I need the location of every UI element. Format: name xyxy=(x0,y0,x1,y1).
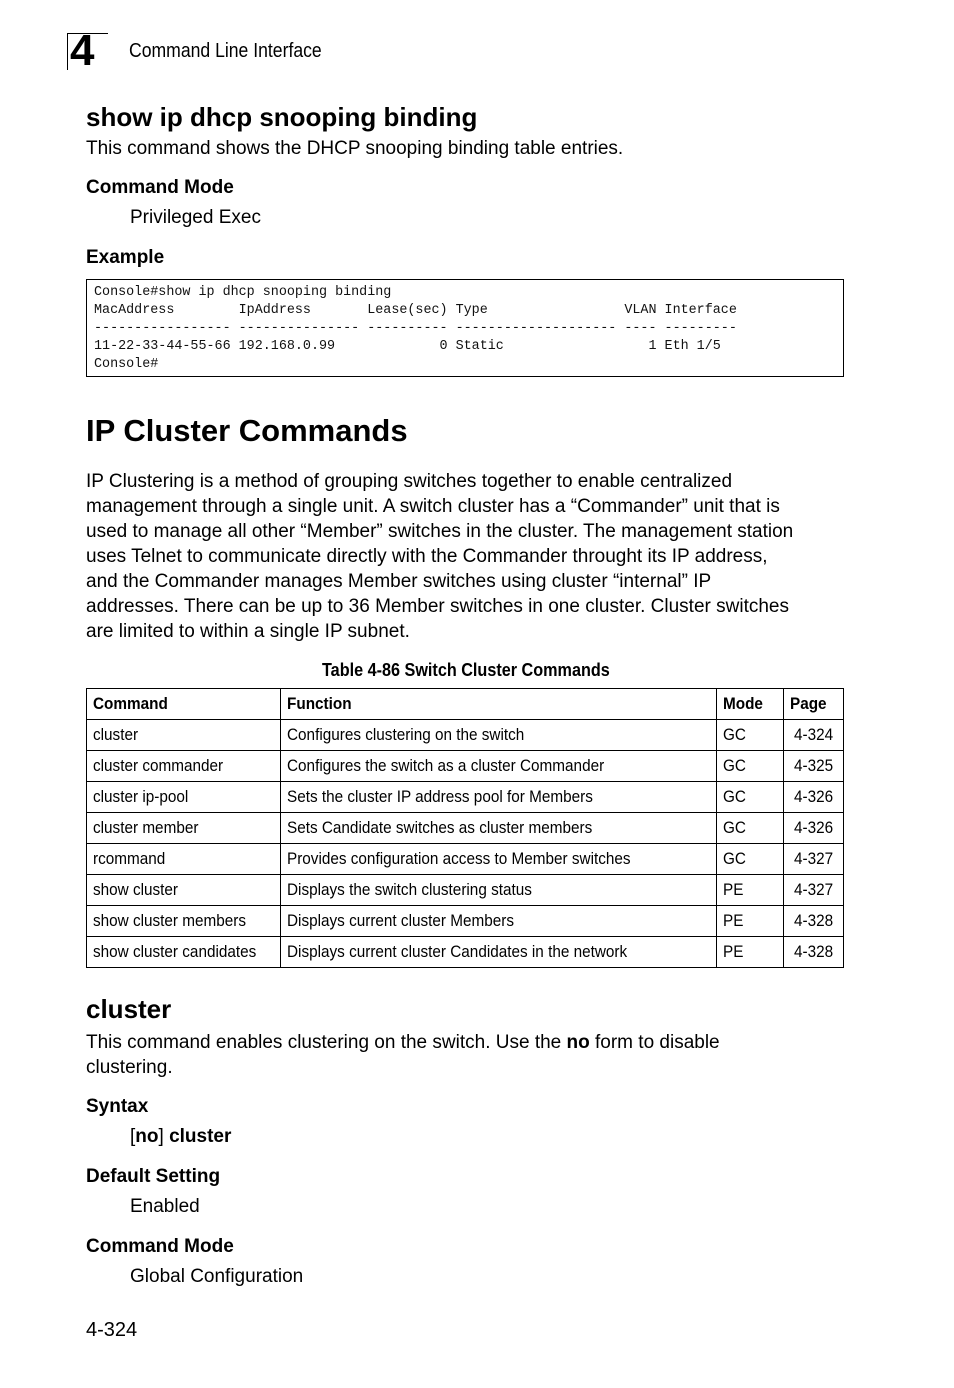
table-caption xyxy=(0,658,932,682)
syntax-bracket: [ xyxy=(130,1126,136,1147)
cell-command xyxy=(87,937,281,968)
syntax-bracket: ] xyxy=(158,1126,170,1147)
cell-page-text: 4-326 xyxy=(793,818,833,837)
cell-mode-text: GC xyxy=(723,818,747,837)
command-mode-value: Privileged Exec xyxy=(130,207,261,228)
table-row xyxy=(87,751,844,782)
cell-page xyxy=(783,720,843,751)
console-line: Console# xyxy=(94,357,159,372)
cluster-command-mode-value: Global Configuration xyxy=(130,1266,304,1287)
header-command xyxy=(87,689,281,720)
table-header-row xyxy=(87,689,844,720)
console-line: 11-22-33-44-55-66 192.168.0.99 0 Static 1 Eth 1/5 xyxy=(94,339,721,354)
chapter-number: 4 xyxy=(70,26,94,75)
table-row xyxy=(87,720,844,751)
running-title: Command Line Interface xyxy=(129,40,322,62)
cell-page xyxy=(783,906,843,937)
intro-line: management through a single unit. A switch cluster has a “Commander” unit that is xyxy=(86,496,780,517)
ip-cluster-intro xyxy=(86,469,793,644)
cell-mode xyxy=(717,906,784,937)
cell-page-text: 4-327 xyxy=(793,849,833,868)
section-title-ip-cluster: IP Cluster Commands xyxy=(86,413,408,448)
cell-page xyxy=(783,751,843,782)
cell-function xyxy=(281,875,717,906)
console-line: Console#show ip dhcp snooping binding xyxy=(94,285,392,300)
cell-mode xyxy=(717,751,784,782)
cluster-description-line1 xyxy=(86,1030,720,1055)
desc-keyword-no: no xyxy=(566,1032,590,1053)
console-line: MacAddress IpAddress Lease(sec) Type VLAN Interface xyxy=(94,303,737,318)
cluster-commands-table xyxy=(86,688,844,968)
default-setting-label: Default Setting xyxy=(86,1166,221,1187)
cell-function-text: Displays the switch clustering status xyxy=(287,880,533,899)
cell-page xyxy=(783,782,843,813)
cell-function xyxy=(281,813,717,844)
cell-command-text: show cluster members xyxy=(93,911,247,930)
intro-line: used to manage all other “Member” switches in the cluster. The management station xyxy=(86,521,794,542)
cell-command xyxy=(87,720,281,751)
cell-mode xyxy=(717,844,784,875)
console-example-box xyxy=(86,279,844,377)
table-row xyxy=(87,813,844,844)
intro-line: and the Commander manages Member switches using cluster “internal” IP xyxy=(86,571,712,592)
header-function-text: Function xyxy=(287,694,353,713)
syntax-value xyxy=(130,1125,231,1149)
cell-function xyxy=(281,906,717,937)
cell-function xyxy=(281,844,717,875)
cell-mode xyxy=(717,813,784,844)
cell-command-text: cluster member xyxy=(93,818,199,837)
cell-page xyxy=(783,937,843,968)
cell-function-text: Provides configuration access to Member switches xyxy=(287,849,631,868)
cell-mode xyxy=(717,937,784,968)
cell-function xyxy=(281,782,717,813)
cell-command-text: rcommand xyxy=(93,849,166,868)
cell-command-text: cluster xyxy=(93,725,139,744)
table-row xyxy=(87,937,844,968)
cell-command xyxy=(87,875,281,906)
cell-page-text: 4-328 xyxy=(793,942,833,961)
cell-page-text: 4-325 xyxy=(793,756,833,775)
cell-mode xyxy=(717,782,784,813)
cell-page xyxy=(783,875,843,906)
console-line: ----------------- --------------- ---------- -------------------- ---- --------- xyxy=(94,321,737,336)
section-title-snooping-binding: show ip dhcp snooping binding xyxy=(86,102,478,132)
header-mode-text: Mode xyxy=(723,694,764,713)
cluster-description-line2: clustering. xyxy=(86,1057,173,1078)
intro-line: uses Telnet to communicate directly with the Commander throught its IP address, xyxy=(86,546,768,567)
desc-text: form to disable xyxy=(589,1032,720,1053)
cell-function xyxy=(281,937,717,968)
table-caption-text: Table 4-86 Switch Cluster Commands xyxy=(322,660,610,680)
cell-command-text: show cluster xyxy=(93,880,179,899)
header-page-text: Page xyxy=(789,694,827,713)
cell-mode-text: GC xyxy=(723,787,747,806)
header-function xyxy=(281,689,717,720)
cell-function xyxy=(281,751,717,782)
snooping-description: This command shows the DHCP snooping binding table entries. xyxy=(86,138,624,159)
cell-mode-text: GC xyxy=(723,725,747,744)
desc-text: This command enables clustering on the switch. Use the xyxy=(86,1032,567,1053)
cell-function-text: Configures clustering on the switch xyxy=(287,725,525,744)
page-number: 4-324 xyxy=(86,1319,138,1341)
cell-mode xyxy=(717,720,784,751)
header-command-text: Command xyxy=(93,694,168,713)
cell-command xyxy=(87,906,281,937)
cell-page-text: 4-326 xyxy=(793,787,833,806)
cell-function-text: Displays current cluster Members xyxy=(287,911,515,930)
table-row xyxy=(87,844,844,875)
cell-command xyxy=(87,782,281,813)
cell-command xyxy=(87,844,281,875)
cell-command xyxy=(87,751,281,782)
cell-page-text: 4-327 xyxy=(793,880,833,899)
cell-command-text: show cluster candidates xyxy=(93,942,257,961)
table-row xyxy=(87,875,844,906)
cell-command-text: cluster ip-pool xyxy=(93,787,189,806)
cell-function-text: Sets Candidate switches as cluster members xyxy=(287,818,593,837)
syntax-label: Syntax xyxy=(86,1096,149,1117)
cell-command-text: cluster commander xyxy=(93,756,224,775)
cell-mode-text: PE xyxy=(723,911,744,930)
cell-function-text: Sets the cluster IP address pool for Members xyxy=(287,787,594,806)
cell-command xyxy=(87,813,281,844)
cluster-command-mode-label: Command Mode xyxy=(86,1236,234,1257)
intro-line: IP Clustering is a method of grouping switches together to enable centralized xyxy=(86,471,733,492)
table-row xyxy=(87,906,844,937)
syntax-keyword-no: no xyxy=(135,1126,159,1147)
default-setting-value: Enabled xyxy=(130,1196,200,1217)
cell-function-text: Displays current cluster Candidates in the network xyxy=(287,942,628,961)
cell-page-text: 4-328 xyxy=(793,911,833,930)
cell-mode-text: PE xyxy=(723,942,744,961)
cell-page-text: 4-324 xyxy=(793,725,833,744)
header-page xyxy=(783,689,843,720)
cell-mode xyxy=(717,875,784,906)
cell-mode-text: GC xyxy=(723,849,747,868)
intro-line: addresses. There can be up to 36 Member switches in one cluster. Cluster switches xyxy=(86,596,789,617)
cell-page xyxy=(783,844,843,875)
intro-line: are limited to within a single IP subnet. xyxy=(86,621,410,642)
cell-mode-text: GC xyxy=(723,756,747,775)
example-label: Example xyxy=(86,247,165,268)
syntax-keyword-cluster: cluster xyxy=(169,1126,232,1147)
section-title-cluster: cluster xyxy=(86,994,172,1024)
cell-function xyxy=(281,720,717,751)
cell-mode-text: PE xyxy=(723,880,744,899)
table-row xyxy=(87,782,844,813)
header-mode xyxy=(717,689,784,720)
command-mode-label: Command Mode xyxy=(86,177,234,198)
cell-page xyxy=(783,813,843,844)
cell-function-text: Configures the switch as a cluster Commander xyxy=(287,756,605,775)
